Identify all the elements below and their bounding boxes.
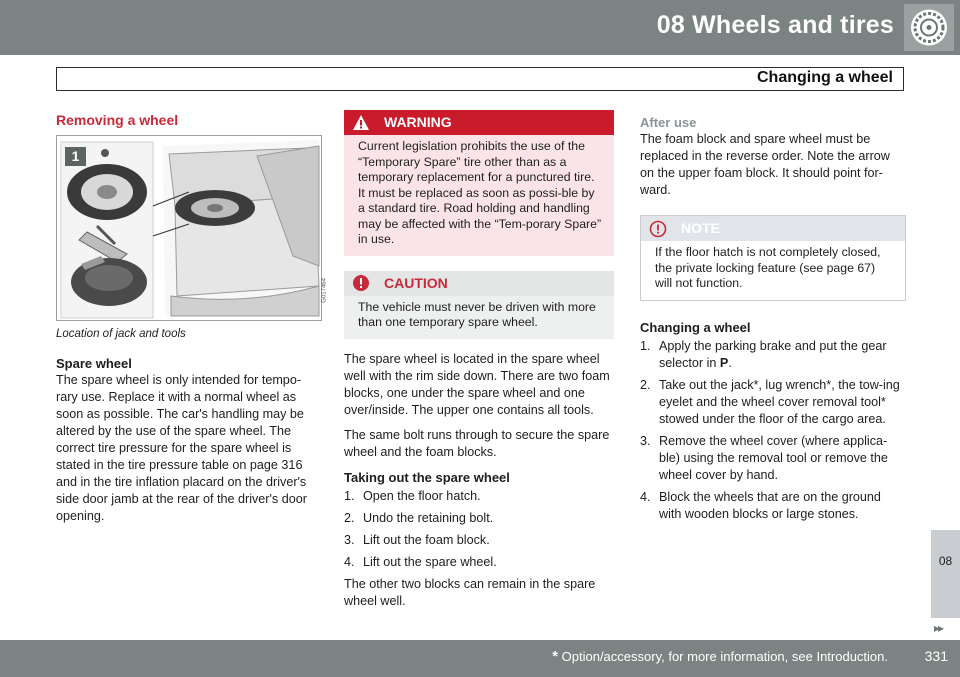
caution-header: [344, 271, 614, 296]
warning-box: [344, 110, 614, 256]
after-use-text: The foam block and spare wheel must be replaced in the reverse order. Note the arrow on the upper foam block. It should point for-ward.: [640, 132, 890, 197]
next-page-arrows-icon: ▸▸: [934, 621, 943, 635]
section-title: Changing a wheel: [756, 69, 893, 86]
step-number: 1.: [344, 488, 355, 503]
note-text: If the floor hatch is not completely closed, the private locking feature (see page 67) will not function.: [641, 241, 905, 300]
step-number: 2.: [640, 377, 651, 392]
list-item: [344, 488, 614, 505]
section-header: [56, 67, 904, 91]
caution-box: [344, 271, 614, 339]
jack-tools-figure: [56, 135, 328, 321]
step-text: Remove the wheel cover (where applica-ble) using the removal tool or remove the wheel cover by hand.: [659, 433, 888, 482]
figure-badge: 1: [65, 147, 86, 166]
spare-wheel-text: The spare wheel is only intended for tempo-rary use. Replace it with a normal wheel as soon as possible. The car's handling may be altered by the use of the spare wheel. The correct tire pressure for the spare wheel is stated in the tire pressure table on page 316 and in the tire inflation placard on the driver's side door jamb at the rear of the driver's door opening.: [56, 373, 307, 523]
spare-location-text: The spare wheel is located in the spare wheel well with the rim side down. There are two foam blocks, one under the spare wheel and one over/inside. The upper one contains all tools.: [344, 351, 610, 417]
taking-out-steps: [344, 488, 614, 571]
warning-title: WARNING: [384, 114, 452, 130]
step-number: 3.: [640, 433, 651, 448]
note-title: NOTE: [681, 220, 720, 236]
step-text: Take out the jack*, lug wrench*, the tow-ing eyelet and the wheel cover removal tool* stowed under the floor of the cargo area.: [659, 377, 900, 426]
spare-wheel-heading: Spare wheel: [56, 356, 132, 371]
caution-title: CAUTION: [384, 274, 448, 291]
step-text-part: .: [728, 355, 732, 370]
step-number: 4.: [640, 489, 651, 504]
page-number: 331: [924, 648, 948, 664]
step-text: Undo the retaining bolt.: [363, 510, 494, 525]
note-header: [641, 216, 905, 241]
list-item: [640, 433, 906, 484]
tire-icon: [904, 4, 954, 51]
other-blocks-text: The other two blocks can remain in the spare wheel well.: [344, 576, 596, 608]
list-item: [344, 532, 614, 549]
warning-triangle-icon: [352, 114, 370, 131]
column-2: [344, 110, 614, 618]
list-item: [640, 377, 906, 428]
changing-wheel-heading: Changing a wheel: [640, 319, 751, 335]
step-number: 1.: [640, 338, 651, 353]
step-text: Block the wheels that are on the ground with wooden blocks or large stones.: [659, 489, 881, 521]
note-box: [640, 215, 906, 301]
warning-text: Current legislation prohibits the use of the “Temporary Spare” tire other than as a temporary replacement for a punctured tire. It must be replaced as soon as possi-ble by a standard tire. Road holding and handling may be affected with the “Tem-porary Spare” in use.: [344, 135, 614, 256]
list-item: [344, 510, 614, 527]
gear-position: P: [719, 355, 729, 370]
figure-code: G017464: [322, 278, 328, 303]
step-text: Lift out the foam block.: [363, 532, 490, 547]
step-text: Open the floor hatch.: [363, 488, 481, 503]
chapter-title: 08 Wheels and tires: [656, 11, 894, 39]
step-text-part: Apply the parking brake and put the gear selector in: [659, 338, 887, 370]
changing-wheel-steps: [640, 338, 906, 523]
caution-exclamation-icon: [352, 274, 370, 292]
taking-out-heading: Taking out the spare wheel: [344, 469, 510, 485]
caution-text: The vehicle must never be driven with more than one temporary spare wheel.: [344, 296, 614, 339]
warning-header: [344, 110, 614, 135]
jack-tools-illustration: [57, 136, 323, 322]
step-number: 2.: [344, 510, 355, 525]
step-number: 4.: [344, 554, 355, 569]
list-item: [640, 489, 906, 523]
note-exclamation-icon: [649, 220, 667, 238]
footnote-star: *: [552, 648, 559, 665]
step-text: Lift out the spare wheel.: [363, 554, 497, 569]
figure-caption: Location of jack and tools: [56, 328, 186, 340]
footnote-text: Option/accessory, for more information, see Introduction.: [558, 649, 888, 664]
bolt-text: The same bolt runs through to secure the spare wheel and the foam blocks.: [344, 427, 610, 459]
chapter-tab: [931, 530, 960, 618]
column-1: [56, 110, 328, 533]
list-item: [344, 554, 614, 571]
step-text: [659, 338, 906, 372]
after-use-heading: After use: [640, 115, 697, 130]
removing-wheel-heading: Removing a wheel: [56, 112, 179, 128]
column-3: [640, 110, 906, 528]
chapter-tab-label: 08: [938, 554, 953, 568]
footnote: [552, 648, 888, 665]
step-number: 3.: [344, 532, 355, 547]
list-item: [640, 338, 906, 372]
